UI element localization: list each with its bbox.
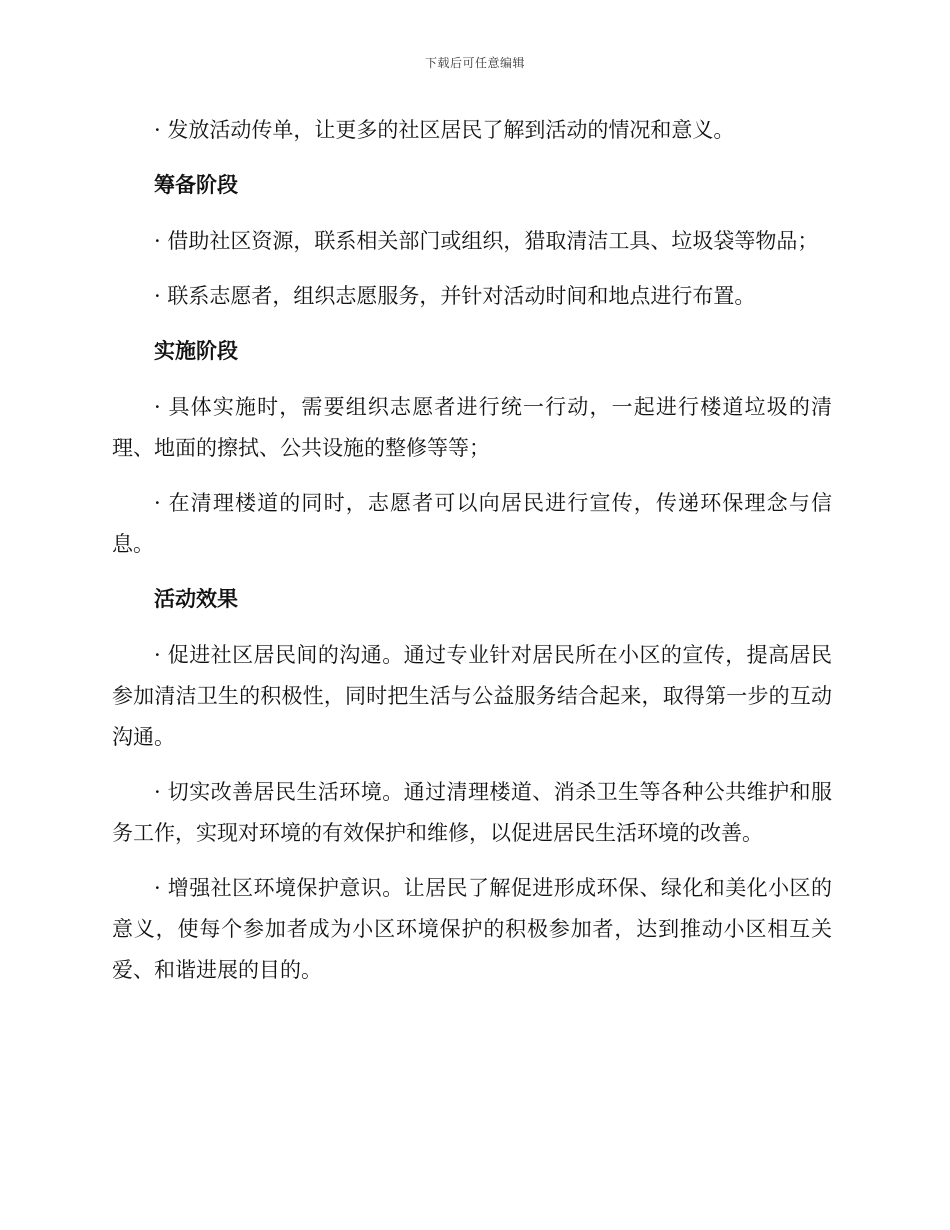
bullet-paragraph: · 联系志愿者，组织志愿服务，并针对活动时间和地点进行布置。	[154, 284, 756, 308]
section-heading-implementation: 实施阶段	[154, 339, 238, 363]
bullet-paragraph: · 在清理楼道的同时，志愿者可以向居民进行宣传，传递环保理念与信息。	[112, 491, 832, 556]
document-body	[112, 110, 832, 1005]
page-header: 下载后可任意编辑	[424, 56, 525, 70]
section-heading-preparation: 筹备阶段	[154, 173, 238, 197]
bullet-paragraph: · 具体实施时，需要组织志愿者进行统一行动，一起进行楼道垃圾的清理、地面的擦拭、公共设施的整修等等；	[112, 395, 832, 460]
section-heading-effects: 活动效果	[154, 587, 238, 611]
bullet-paragraph: · 发放活动传单，让更多的社区居民了解到活动的情况和意义。	[154, 118, 735, 142]
bullet-paragraph: · 借助社区资源，联系相关部门或组织，猎取清洁工具、垃圾袋等物品；	[154, 229, 819, 253]
bullet-paragraph: · 切实改善居民生活环境。通过清理楼道、消杀卫生等各种公共维护和服务工作，实现对环境的有效保护和维修，以促进居民生活环境的改善。	[112, 780, 832, 845]
bullet-paragraph: · 促进社区居民间的沟通。通过专业针对居民所在小区的宣传，提高居民参加清洁卫生的积极性，同时把生活与公益服务结合起来，取得第一步的互动沟通。	[112, 643, 832, 749]
bullet-paragraph: · 增强社区环境保护意识。让居民了解促进形成环保、绿化和美化小区的意义，使每个参加者成为小区环境保护的积极参加者，达到推动小区相互关爱、和谐进展的目的。	[112, 876, 832, 982]
